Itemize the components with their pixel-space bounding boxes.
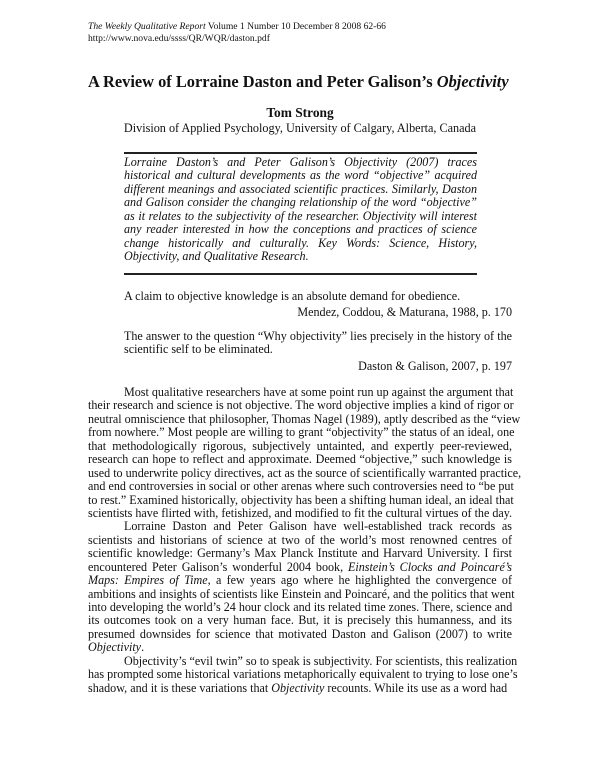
body-line [88, 507, 512, 520]
body-line [88, 386, 512, 399]
body-line [88, 480, 512, 493]
body-text [88, 385, 522, 695]
text-segment: their research and science is not objective. The word objective implies a kind of rigor or [88, 398, 514, 413]
text-segment: . [141, 640, 145, 655]
abstract-line: change historically and culturally. Key Words: Science, History, [124, 235, 477, 250]
body-line [88, 601, 512, 614]
text-segment: presumed downsides for science that motivated Daston and Galison (2007) to write [88, 626, 512, 641]
abstract-line: and Galison consider the changing relationship of the word “objective” [124, 195, 477, 210]
abstract-line: different meanings and associated scientific practices. Similarly, Daston [124, 181, 477, 196]
body-line [88, 628, 512, 641]
text-segment: neutral omniscience that philosopher, Thomas Nagel (1989), aptly described as the “view [88, 411, 521, 426]
italic-text: Objectivity [271, 680, 325, 695]
body-line [88, 653, 518, 668]
body-line [88, 667, 518, 682]
text-segment: used to underwrite policy directives, act as the source of scientifically warranted practice, [88, 465, 522, 480]
author-name: Tom Strong [266, 105, 334, 120]
body-line [88, 453, 512, 466]
abstract [124, 156, 477, 264]
title-book-name: Objectivity [436, 72, 509, 91]
journal-header [88, 21, 386, 33]
epigraph-1-attribution: Mendez, Coddou, & Maturana, 1988, p. 170 [297, 305, 512, 319]
text-segment: its outcomes took on a very human face. But, it is precisely this humanness, and its [88, 613, 512, 628]
article-url[interactable]: http://www.nova.edu/ssss/QR/WQR/daston.pdf [88, 33, 270, 44]
text-segment: that methodologically rigorous, subjectively untainted, and expertly peer-reviewed, [88, 438, 512, 453]
body-line [88, 547, 512, 560]
paragraph [88, 519, 515, 655]
text-segment: and end controversies in social or other arenas where such controversies need to “be put [88, 479, 514, 494]
abstract-line: Lorraine Daston’s and Peter Galison’s Objectivity (2007) traces [124, 155, 477, 169]
body-line [88, 682, 512, 695]
text-segment: recounts. While its use as a word had [324, 680, 508, 695]
abstract-top-rule [124, 152, 477, 154]
title-text: A Review of Lorraine Daston and Peter Galison’s [88, 72, 437, 91]
text-segment: scientists and historians of science at two of the world’s most renowned centres of [88, 532, 512, 547]
body-line [88, 494, 512, 507]
italic-text: Maps: Empires of Time [88, 573, 208, 588]
text-segment: , a few years ago where he highlighted the convergence of [207, 573, 512, 588]
epigraph-2 [124, 330, 512, 357]
body-line [88, 399, 512, 412]
body-line [88, 411, 521, 426]
epigraph-line: scientific self to be eliminated. [124, 342, 273, 357]
body-line [88, 614, 512, 627]
body-line [88, 465, 522, 480]
author-affiliation: Division of Applied Psychology, University of Calgary, Alberta, Canada [123, 121, 477, 135]
epigraph-line: The answer to the question “Why objectivity” lies precisely in the history of the [124, 329, 512, 343]
text-segment: research can hope to reflect and approximate. Deemed “objective,” such knowledge is [88, 452, 512, 467]
epigraph-1 [124, 290, 512, 303]
body-line [88, 586, 515, 601]
text-segment: to rest.” Examined historically, objectivity has been a shifting human ideal, an ideal that [88, 492, 514, 507]
body-line [88, 425, 515, 440]
text-segment: shadow, and it is these variations that [88, 680, 272, 695]
epigraph-2-attribution: Daston & Galison, 2007, p. 197 [358, 359, 512, 373]
text-segment: ambitions and insights of scientists like Einstein and Poincaré, and the politics that went [88, 586, 515, 601]
text-segment: into developing the world’s 24 hour clock and its related time zones. There, science and [88, 600, 513, 614]
journal-name: The Weekly Qualitative Report [88, 21, 206, 32]
text-segment: Objectivity’s “evil twin” so to speak is subjectivity. For scientists, this realization [124, 653, 518, 668]
text-segment: encountered Peter Galison’s wonderful 2004 book, [88, 559, 348, 574]
paragraph [88, 653, 518, 695]
page-title [88, 72, 509, 92]
text-segment: Lorraine Daston and Peter Galison have well-established track records as [124, 519, 512, 534]
body-line [88, 641, 512, 654]
body-line [88, 574, 512, 587]
journal-citation: Volume 1 Number 10 December 8 2008 62-66 [205, 21, 386, 32]
text-segment: scientists have flirted with, fetishized, and modified to fit the cultural virtues of the day. [88, 505, 513, 520]
body-line [88, 440, 512, 453]
italic-text: Einstein’s Clocks and Poincaré’s [348, 559, 512, 574]
italic-text: Objectivity [88, 640, 142, 655]
text-segment: from nowhere.” Most people are willing to grant “objectivity” the status of an ideal, one [88, 425, 515, 440]
abstract-line: as it relates to the subjectivity of the researcher. Objectivity will interest [124, 208, 477, 223]
paragraph [88, 385, 522, 520]
text-segment: has prompted some historical variations metaphorically equivalent to trying to lose one’s [88, 667, 518, 682]
text-segment: scientific knowledge: Germany’s Max Planck Institute and Harvard University. I first [88, 546, 512, 561]
abstract-line: any reader interested in how the conceptions and practices of science [124, 222, 477, 237]
epigraph-line: A claim to objective knowledge is an absolute demand for obedience. [124, 289, 461, 303]
abstract-line: historical and cultural developments as the word “objective” acquired [124, 168, 477, 183]
text-segment: Most qualitative researchers have at some point run up against the argument that [124, 385, 514, 399]
abstract-bottom-rule [124, 273, 477, 275]
body-line [88, 534, 512, 547]
body-line [88, 561, 512, 574]
body-line [88, 520, 512, 533]
abstract-line: Objectivity, and Qualitative Research. [124, 249, 309, 264]
